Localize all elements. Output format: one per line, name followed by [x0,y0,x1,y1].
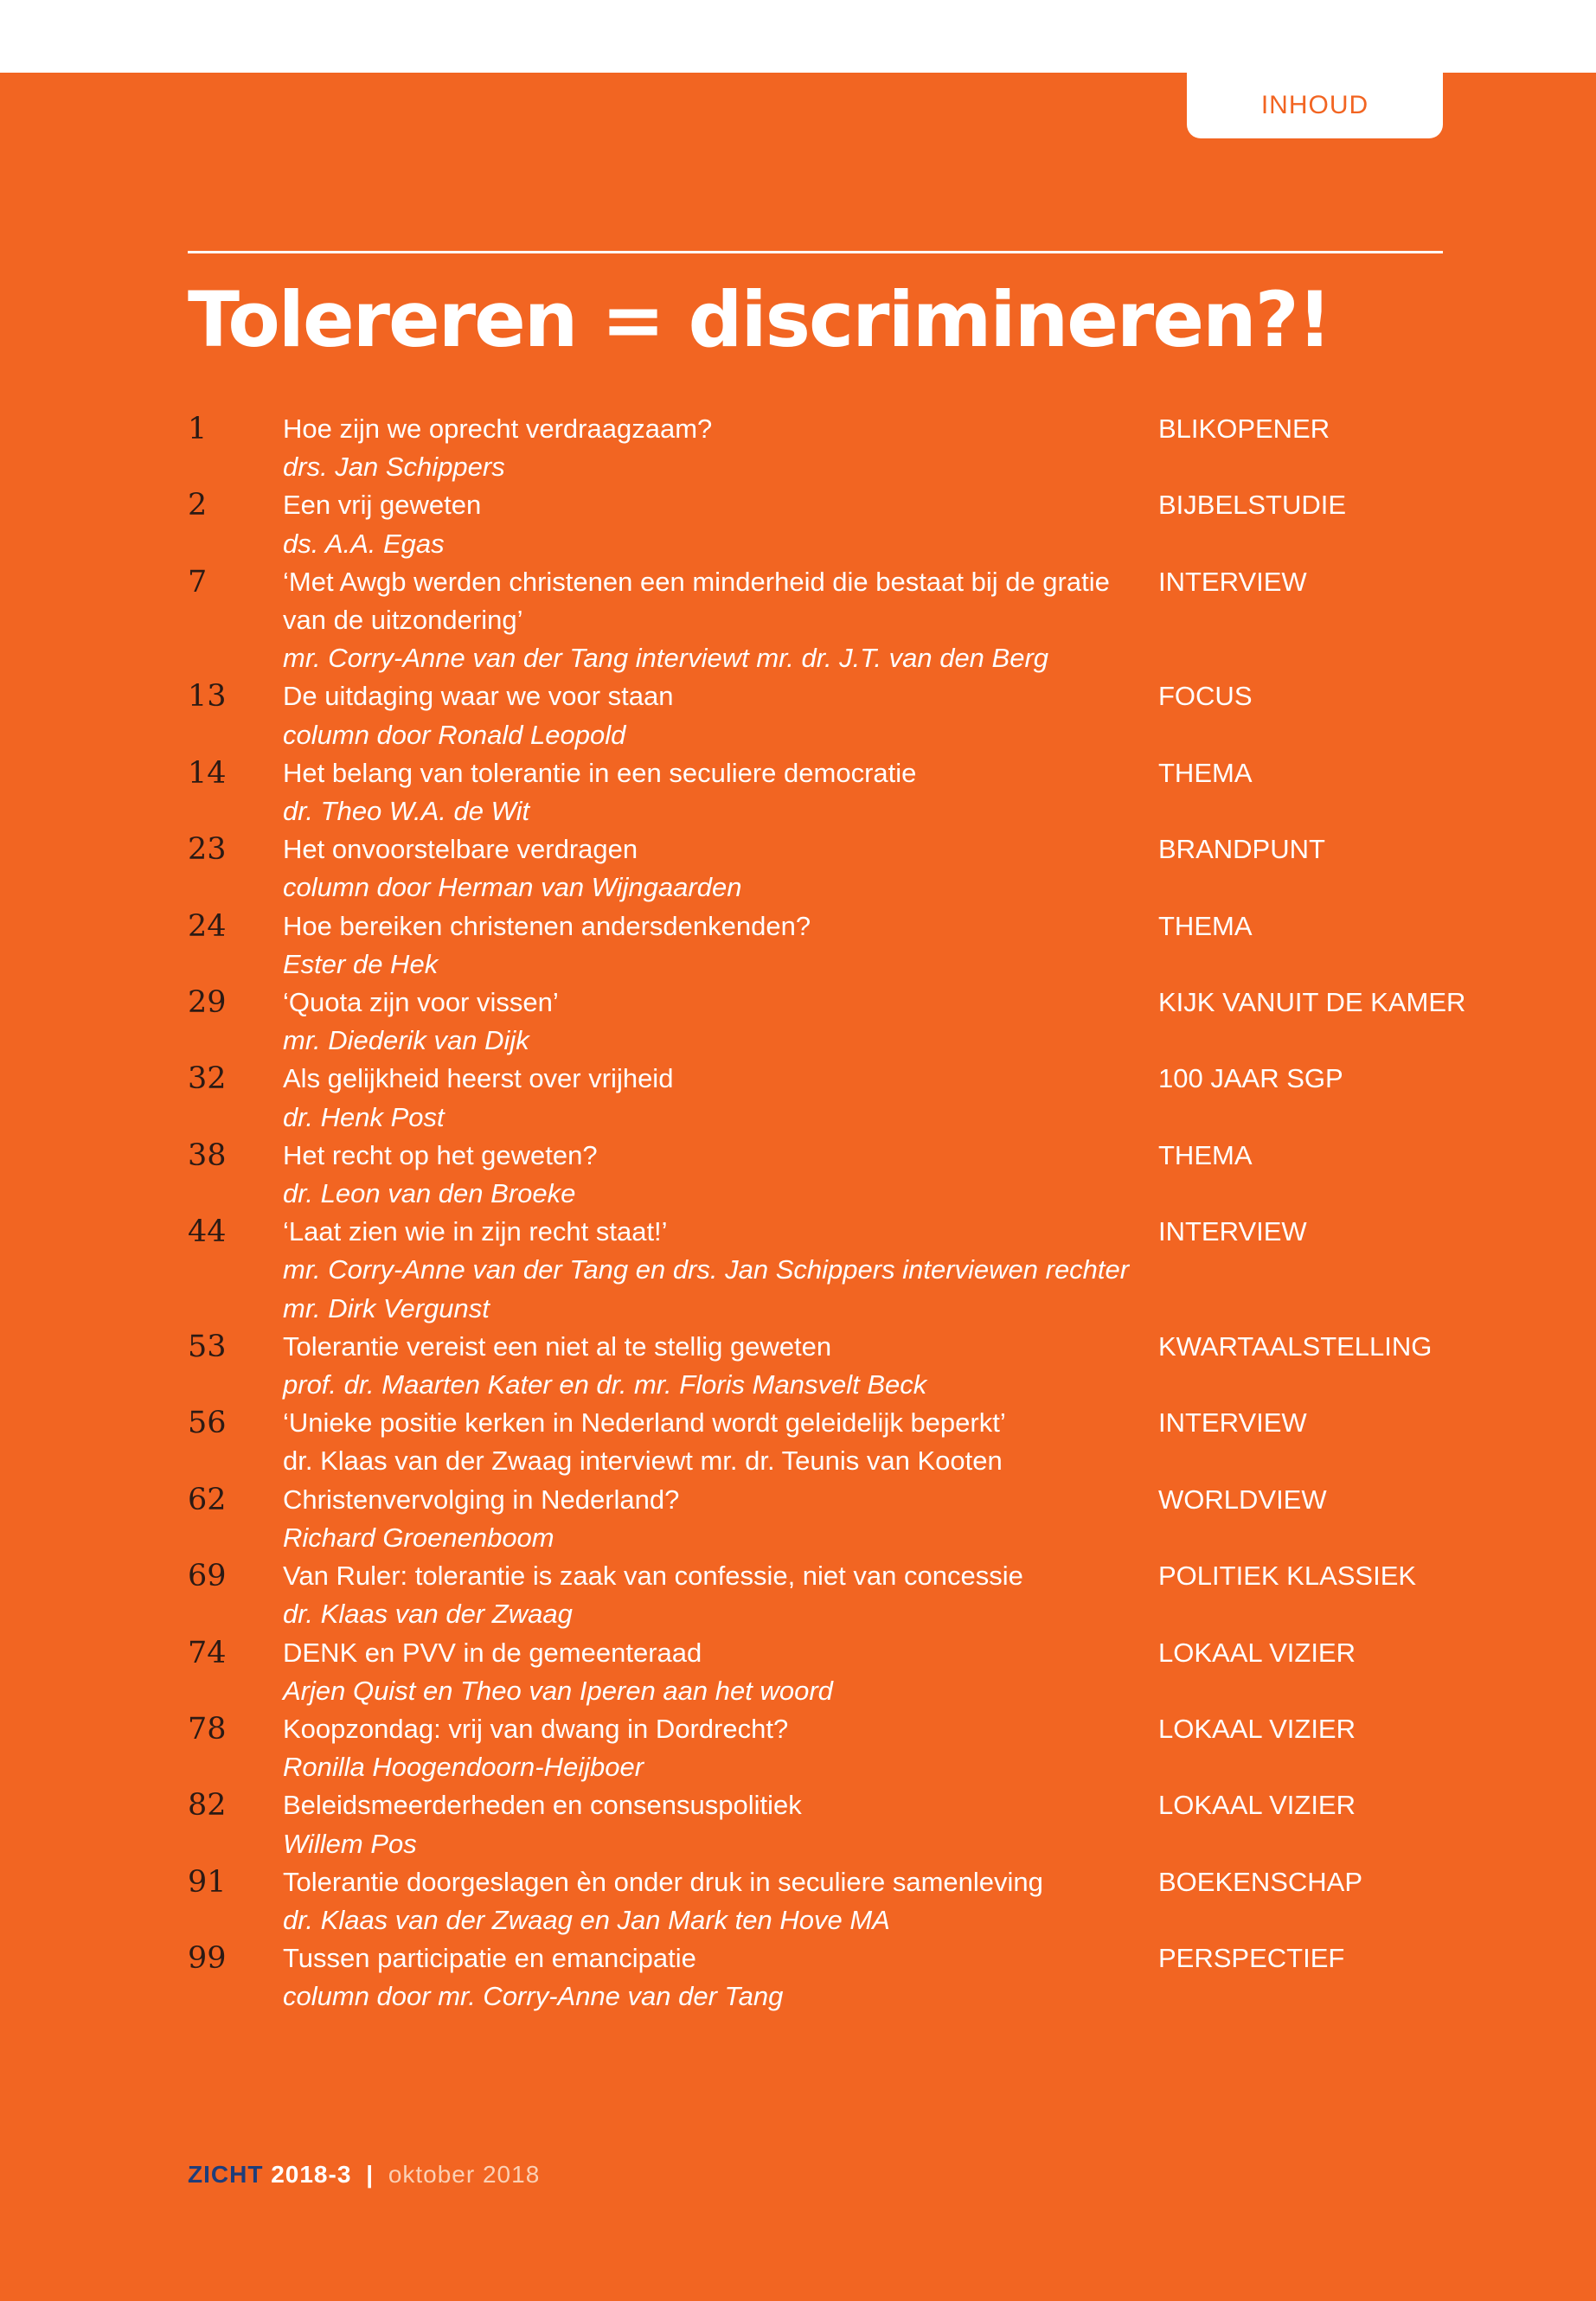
toc-article-author: column door mr. Corry-Anne van der Tang [283,1981,784,2012]
toc-page-number: 82 [188,1788,227,1823]
toc-entry-body [283,563,1158,678]
toc-article-author: Ester de Hek [283,948,439,979]
toc-article-title: Hoe zijn we oprecht verdraagzaam? [283,413,713,444]
toc-entry [188,1634,1443,1710]
toc-article-author: dr. Theo W.A. de Wit [283,796,530,827]
section-tab [1187,73,1443,138]
toc-page-number: 56 [188,1406,227,1441]
toc-category: PERSPECTIEF [1158,1943,1345,1974]
toc-entry-body [283,1481,1158,1557]
toc-page-number: 1 [188,412,208,446]
toc-article-author: Richard Groenenboom [283,1522,554,1553]
toc-article-title: Koopzondag: vrij van dwang in Dordrecht? [283,1713,789,1744]
toc-article-title: ‘Unieke positie kerken in Nederland wordt geleidelijk beperkt’ [283,1407,1006,1439]
toc-article-author: ds. A.A. Egas [283,528,445,559]
toc-entry [188,1137,1443,1213]
toc-article-title: Tussen participatie en emancipatie [283,1943,696,1974]
toc-page-number: 91 [188,1864,227,1900]
toc-entry-body [283,410,1158,486]
toc-article-author: dr. Leon van den Broeke [283,1178,576,1209]
footer-date: oktober 2018 [388,2161,541,2188]
toc-article-author: mr. Corry-Anne van der Tang interviewt mr. dr. J.T. van den Berg [283,643,1049,674]
toc-entry-body [283,830,1158,907]
toc-article-title: De uitdaging waar we voor staan [283,681,674,712]
toc-entry-body [283,1863,1158,1939]
toc-article-author: prof. dr. Maarten Kater en dr. mr. Floris Mansvelt Beck [283,1369,927,1400]
toc-article-title: ‘Laat zien wie in zijn recht staat!’ [283,1216,668,1247]
toc-entry [188,1786,1443,1862]
toc-entry-body [283,1557,1158,1633]
toc-article-author: mr. Corry-Anne van der Tang en drs. Jan Schippers interviewen rechter mr. Dirk Vergunst [283,1254,1130,1324]
toc-page-number: 74 [188,1635,227,1670]
toc-category: BLIKOPENER [1158,413,1330,444]
toc-entry-body [283,984,1158,1060]
toc-category: LOKAAL VIZIER [1158,1790,1356,1821]
toc-page-number: 23 [188,832,227,868]
toc-entry-body [283,1634,1158,1710]
toc-entry-body [283,1786,1158,1862]
toc-article-author: column door Ronald Leopold [283,719,626,750]
toc-category: INTERVIEW [1158,1216,1307,1247]
toc-page-number: 53 [188,1329,227,1364]
toc-article-title: Het belang van tolerantie in een seculiere democratie [283,757,917,788]
toc-category: POLITIEK KLASSIEK [1158,1561,1417,1592]
toc-entry-body [283,1404,1158,1480]
toc-category: INTERVIEW [1158,566,1307,597]
toc-page-number: 2 [188,488,208,523]
toc-entry [188,1863,1443,1939]
toc-article-title: Het onvoorstelbare verdragen [283,834,638,865]
toc-page-number: 78 [188,1711,227,1747]
toc-page-number: 69 [188,1559,227,1594]
toc-entry-body [283,1060,1158,1136]
toc-entry-body [283,1710,1158,1786]
toc-entry [188,1060,1443,1136]
toc-article-author: mr. Diederik van Dijk [283,1025,529,1056]
toc-article-author: dr. Klaas van der Zwaag [283,1599,573,1630]
footer-separator: | [366,2161,375,2188]
toc-category: KWARTAALSTELLING [1158,1330,1433,1362]
toc-category: KIJK VANUIT DE KAMER [1158,987,1466,1018]
toc-entry [188,1710,1443,1786]
toc-category: FOCUS [1158,681,1253,712]
toc-entry [188,907,1443,984]
toc-article-title: Christenvervolging in Nederland? [283,1484,680,1515]
toc-category: 100 JAAR SGP [1158,1063,1343,1094]
toc-category: WORLDVIEW [1158,1484,1327,1515]
toc-article-title: Het recht op het geweten? [283,1139,598,1170]
toc-category: THEMA [1158,1139,1253,1170]
footer [188,2161,540,2189]
toc-category: BIJBELSTUDIE [1158,490,1347,521]
toc-page-number: 62 [188,1482,227,1517]
toc-article-author: Ronilla Hoogendoorn-Heijboer [283,1752,644,1783]
toc-article-author: Willem Pos [283,1828,417,1859]
toc-entry-body [283,907,1158,984]
toc-page-number: 38 [188,1138,227,1173]
table-of-contents [188,410,1466,2016]
toc-page-number: 32 [188,1061,227,1097]
toc-article-title: Hoe bereiken christenen andersdenkenden? [283,910,811,941]
toc-entry [188,1557,1443,1633]
toc-article-title: Een vrij geweten [283,490,482,521]
page-title: Tolereren = discrimineren?! [188,275,1330,364]
toc-entry [188,1404,1443,1480]
footer-brand: ZICHT [188,2161,264,2188]
toc-article-title: DENK en PVV in de gemeenteraad [283,1637,702,1668]
toc-page-number: 44 [188,1215,227,1250]
toc-category: LOKAAL VIZIER [1158,1713,1356,1744]
toc-page-number: 29 [188,985,227,1021]
toc-article-author: drs. Jan Schippers [283,452,505,483]
toc-entry-body [283,1213,1158,1328]
toc-article-title: Beleidsmeerderheden en consensuspolitiek [283,1790,802,1821]
toc-page [0,73,1596,2301]
toc-category: BRANDPUNT [1158,834,1325,865]
toc-article-author: dr. Henk Post [283,1101,445,1132]
toc-entry-body [283,1328,1158,1404]
toc-category: BOEKENSCHAP [1158,1866,1363,1897]
toc-category: THEMA [1158,910,1253,941]
toc-entry-body [283,754,1158,830]
toc-entry [188,563,1443,678]
footer-issue: 2018-3 [271,2161,352,2188]
toc-entry [188,1939,1443,2016]
toc-entry [188,984,1466,1060]
toc-article-title: Tolerantie vereist een niet al te stellig geweten [283,1330,832,1362]
toc-category: THEMA [1158,757,1253,788]
toc-category: LOKAAL VIZIER [1158,1637,1356,1668]
toc-entry [188,486,1443,562]
toc-entry-body [283,677,1158,753]
toc-article-author: column door Herman van Wijngaarden [283,872,742,903]
toc-page-number: 99 [188,1941,227,1977]
toc-article-title: ‘Met Awgb werden christenen een minderheid die bestaat bij de gratie van de uitzondering’ [283,566,1110,636]
toc-article-author: dr. Klaas van der Zwaag interviewt mr. dr. Teunis van Kooten [283,1445,1003,1477]
toc-page-number: 13 [188,679,227,715]
title-rule [188,251,1443,253]
toc-entry [188,1328,1443,1404]
toc-entry [188,410,1443,486]
toc-entry-body [283,1137,1158,1213]
toc-article-author: dr. Klaas van der Zwaag en Jan Mark ten Hove MA [283,1904,890,1935]
toc-article-author: Arjen Quist en Theo van Iperen aan het woord [283,1675,833,1706]
toc-entry [188,754,1443,830]
toc-article-title: Tolerantie doorgeslagen èn onder druk in seculiere samenleving [283,1866,1043,1897]
toc-entry [188,1213,1443,1328]
toc-article-title: Als gelijkheid heerst over vrijheid [283,1063,674,1094]
toc-entry [188,677,1443,753]
toc-page-number: 14 [188,755,227,791]
toc-entry [188,1481,1443,1557]
toc-page-number: 7 [188,564,208,599]
toc-entry-body [283,1939,1158,2016]
toc-entry-body [283,486,1158,562]
toc-article-title: Van Ruler: tolerantie is zaak van confessie, niet van concessie [283,1561,1023,1592]
section-tab-label: INHOUD [1260,91,1369,119]
toc-article-title: ‘Quota zijn voor vissen’ [283,987,559,1018]
toc-entry [188,830,1443,907]
toc-category: INTERVIEW [1158,1407,1307,1439]
toc-page-number: 24 [188,908,227,944]
